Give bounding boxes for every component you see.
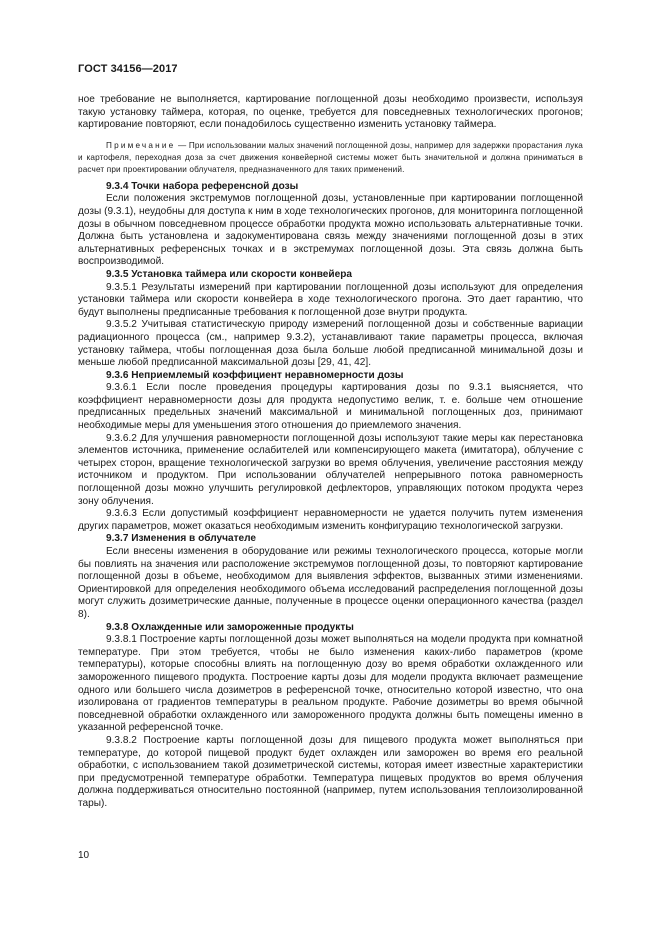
section-9-3-7-title: 9.3.7 Изменения в облучателе <box>106 533 257 545</box>
note-text: — При использовании малых значений поглощенной дозы, например для задержки прорастания лука и картофеля, переходная доза за счет движения конвейерной системы может быть значительной и должна приниматься в расчет при проектировании облучателя, предназначенного для таких применений. <box>78 140 583 174</box>
section-9-3-8-2-paragraph: 9.3.8.2 Построение карты поглощенной дозы для пищевого продукта может выполняться при температуре, до которой пищевой продукт будет охлажден или заморожен во время его реальной обработки, с использованием такой дозиметрической системы, которая имеет известные характеристики при предусмотренной температуре обработки. Температура пищевых продуктов во время облучения должна поддерживаться относительно постоянной (например, путем использования теплоизолированной тары). <box>78 734 583 809</box>
section-9-3-6-2-paragraph: 9.3.6.2 Для улучшения равномерности поглощенной дозы используют такие меры как перестановка элементов источника, применение ослабителей или компенсирующего макета (имитатора), облучение с четырех сторон, вращение технологической загрузки во время облучения, увеличение расстояния между источником и продуктом. При использовании облучателей непрерывного потока равномерность поглощенной дозы можно улучшить регулировкой дефлекторов, управляющих потоком продукта через зону облучения. <box>78 432 583 507</box>
section-9-3-5-1-paragraph: 9.3.5.1 Результаты измерений при картировании поглощенной дозы используют для определения установки таймера или скорости конвейера в ходе технологического прогона. Это дает гарантию, что будут выполнены предписанные требования к поглощенной дозе внутри продукта. <box>78 281 583 318</box>
document-body <box>78 94 583 810</box>
section-9-3-6-1-paragraph: 9.3.6.1 Если после проведения процедуры картирования дозы по 9.3.1 выясняется, что коэффициент неравномерности дозы для продукта недопустимо велик, т. е. больше чем отношение предписанных предельных значений максимальной и минимальной поглощенных доз, принимают необходимые меры для уменьшения этого отношения до приемлемого значения. <box>78 382 583 432</box>
note-label: Примечание <box>106 140 176 150</box>
page-number: 10 <box>78 850 90 861</box>
section-9-3-4-title: 9.3.4 Точки набора референсной дозы <box>106 180 299 192</box>
section-9-3-5-2-paragraph: 9.3.5.2 Учитывая статистическую природу измерений поглощенной дозы и собственные вариации радиационного процесса (см., например 9.3.2), устанавливают такие параметры процесса, включая установку таймера, чтобы поглощенная доза была больше любой предписанной минимальной дозы и меньше любой предписанной максимальной дозы [29, 41, 42]. <box>78 319 583 369</box>
section-9-3-7-paragraph: Если внесены изменения в оборудование или режимы технологического процесса, которые могли бы повлиять на значения или расположение экстремумов поглощенной дозы, то повторяют картирование поглощенной дозы в объеме, необходимом для выявления эффектов, вызванных этими изменениями. Ориентировкой для определения необходимого объема исследований распределения поглощенной дозы могут служить дозиметрические данные, полученные в процессе оценки операционного качества (раздел 8). <box>78 546 583 620</box>
intro-paragraph: ное требование не выполняется, картирование поглощенной дозы необходимо произвести, используя такую установку таймера, которая, по оценке, требуется для повседневных технологических прогонов; картирование повторяют, если понадобилось существенно изменить установку таймера. <box>78 94 583 131</box>
section-9-3-6-title: 9.3.6 Неприемлемый коэффициент неравномерности дозы <box>106 369 404 381</box>
section-9-3-8-title: 9.3.8 Охлажденные или замороженные продукты <box>106 621 354 633</box>
section-9-3-6-3-paragraph: 9.3.6.3 Если допустимый коэффициент неравномерности не удается получить путем изменения других параметров, может оказаться необходимым изменить конфигурацию технологической загрузки. <box>78 508 583 532</box>
note-paragraph <box>78 140 583 176</box>
document-code-header: ГОСТ 34156—2017 <box>78 63 178 75</box>
section-9-3-5-title: 9.3.5 Установка таймера или скорости конвейера <box>106 268 352 280</box>
section-9-3-4-paragraph: Если положения экстремумов поглощенной дозы, установленные при картировании поглощенной дозы (9.3.1), неудобны для доступа к ним в ходе технологических прогонов, для мониторинга поглощенной дозы в обычном повседневном процессе обработки продукта можно использовать альтернативные точки. Должна быть установлена и задокументирована связь между значениями поглощенной дозы в этих альтернативных референсных точках и в экстремумах поглощенной дозы. Эта связь должна быть воспроизводимой. <box>78 193 583 268</box>
section-9-3-8-1-paragraph: 9.3.8.1 Построение карты поглощенной дозы может выполняться на модели продукта при комнатной температуре. При этом требуется, чтобы не было изменения каких-либо параметров (кроме температуры), которые способны влиять на поглощенную дозу во время обработки охлажденного или замороженного пищевого продукта. Построение карты дозы для модели продукта включает размещение одного или большего числа дозиметров в референсной точке, относительно которой известно, что она изолирована от градиентов температуры в реальном продукте. Рабочие дозиметры во время обычной повседневной обработки охлажденного или замороженного продукта должны быть помещены именно в указанной референсной точке. <box>78 634 583 734</box>
